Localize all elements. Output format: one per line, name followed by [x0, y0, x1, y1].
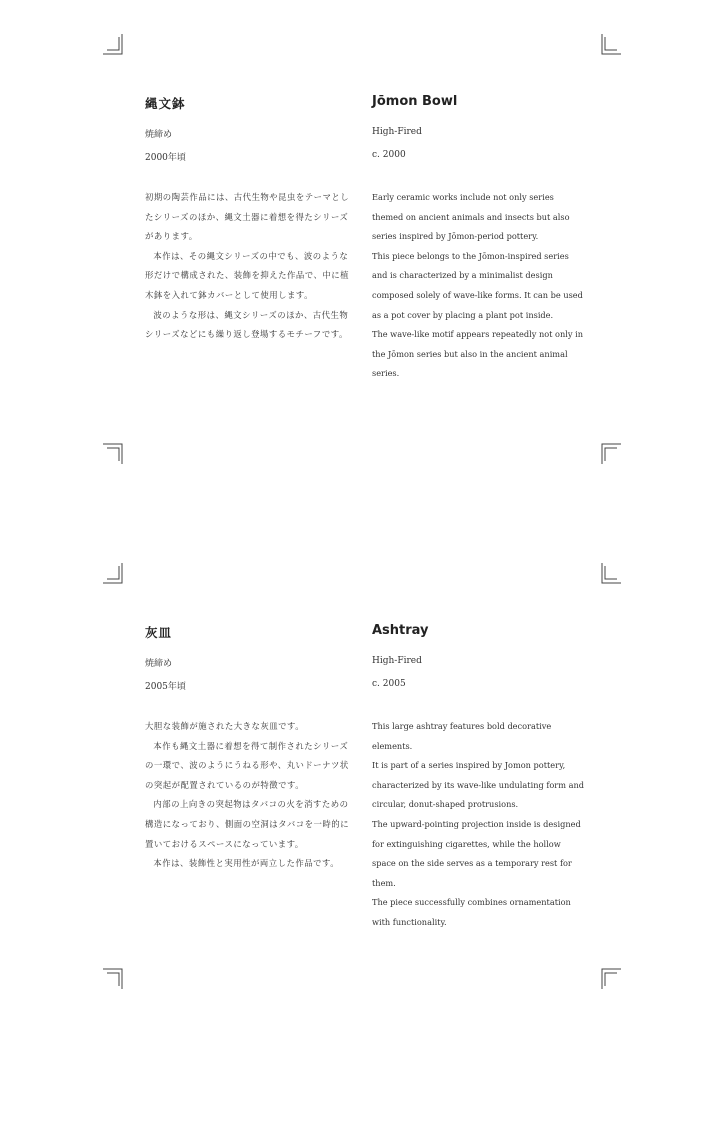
paragraph: It is part of a series inspired by Jomon pottery, characterized by its wave-like undulating form and circular, donut-shaped protrusions. [372, 760, 584, 810]
firing-method-en: High-Fired [372, 127, 422, 137]
description-en [372, 188, 584, 384]
paragraph: 初期の陶芸作品には、古代生物や昆虫をテーマとしたシリーズのほか、縄文土器に着想を得たシリーズがあります。 [145, 192, 350, 242]
paragraph: 本作は、その縄文シリーズの中でも、波のような形だけで構成された、装飾を抑えた作品で、中に植木鉢を入れて鉢カバーとして使用します。 [145, 250, 349, 300]
artwork-card [0, 623, 724, 1133]
paragraph: Early ceramic works include not only series themed on ancient animals and insects but also series inspired by Jōmon-period pottery. [372, 192, 570, 242]
paragraph: The piece successfully combines ornamentation with functionality. [372, 897, 571, 927]
paragraph: This piece belongs to the Jōmon-inspired series and is characterized by a minimalist design composed solely of wave-like forms. It can be used as a pot cover by placing a plant pot inside. [372, 250, 583, 320]
firing-method-ja: 焼締め [145, 130, 173, 140]
artwork-title-ja: 縄文鉢 [145, 96, 186, 111]
firing-method-en: High-Fired [372, 656, 422, 666]
paragraph: This large ashtray features bold decorative elements. [372, 721, 552, 751]
description-en [372, 717, 584, 933]
date-en: c. 2005 [372, 679, 406, 689]
crop-mark-icon [599, 34, 621, 56]
paragraph: 大胆な装飾が施された大きな灰皿です。 [145, 721, 305, 731]
date-ja: 2005年頃 [145, 682, 186, 692]
paragraph: 波のような形は、縄文シリーズのほか、古代生物シリーズなどにも繰り返し登場するモチーフです。 [145, 309, 349, 340]
paragraph: 内部の上向きの突起物はタバコの火を消すための構造になっており、側面の空洞はタバコを一時的に置いておけるスペースになっています。 [145, 799, 350, 849]
firing-method-ja: 焼締め [145, 659, 173, 669]
artwork-title-en: Jōmon Bowl [372, 94, 458, 109]
paragraph: The wave-like motif appears repeatedly not only in the Jōmon series but also in the ancient animal series. [372, 329, 583, 379]
paragraph: 本作も縄文土器に着想を得て制作されたシリーズの一環で、波のようにうねる形や、丸いドーナツ状の突起が配置されているのが特徴です。 [145, 740, 349, 790]
artwork-card [0, 94, 724, 604]
date-en: c. 2000 [372, 150, 406, 160]
paragraph: The upward-pointing projection inside is designed for extinguishing cigarettes, while the hollow space on the side serves as a temporary rest for them. [372, 818, 581, 888]
artwork-title-en: Ashtray [372, 623, 429, 638]
crop-mark-icon [103, 34, 125, 56]
description-ja [145, 188, 357, 345]
paragraph: 本作は、装飾性と実用性が両立した作品です。 [153, 858, 340, 869]
date-ja: 2000年頃 [145, 153, 186, 163]
description-ja [145, 717, 357, 874]
artwork-title-ja: 灰皿 [145, 625, 173, 640]
